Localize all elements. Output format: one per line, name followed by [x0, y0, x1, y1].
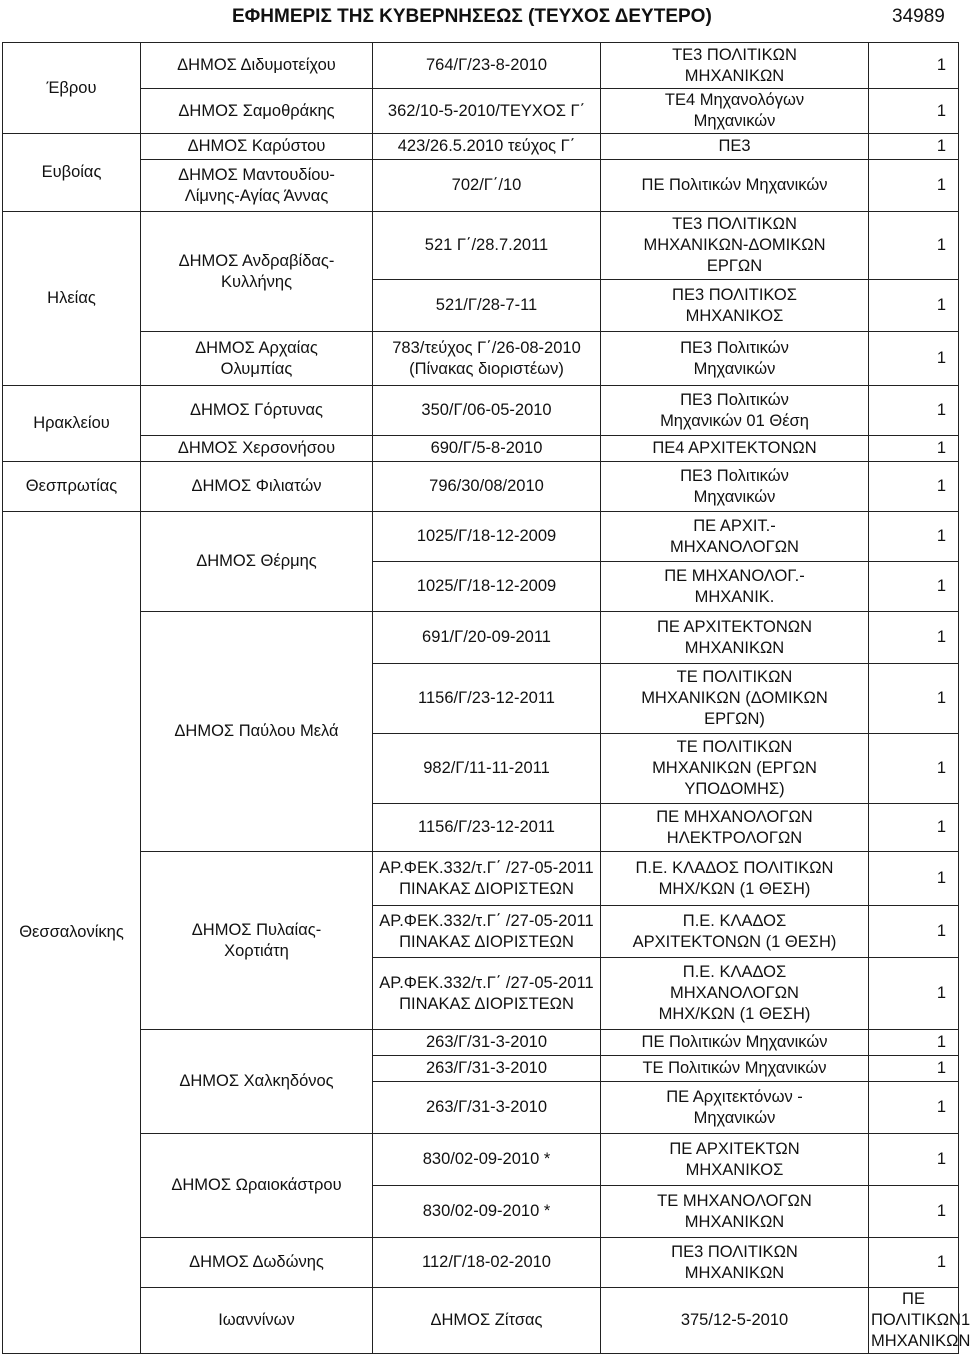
- specialty-cell: ΠΕ ΜΗΧΑΝΟΛΟΓ.- ΜΗΧΑΝΙΚ.: [601, 562, 869, 612]
- table-row: [3, 852, 959, 906]
- table-row: [3, 332, 959, 386]
- table-row: [3, 462, 959, 512]
- municipality-cell: ΔΗΜΟΣ Γόρτυνας: [141, 386, 373, 436]
- count-cell: 1: [869, 436, 959, 462]
- municipality-cell: ΔΗΜΟΣ Χερσονήσου: [141, 436, 373, 462]
- decision-cell: 690/Γ/5-8-2010: [373, 436, 601, 462]
- decision-cell: 764/Γ/23-8-2010: [373, 43, 601, 89]
- municipality-cell: ΔΗΜΟΣ Ωραιοκάστρου: [141, 1134, 373, 1238]
- table-row: [3, 512, 959, 562]
- table-row: [3, 1030, 959, 1056]
- decision-cell: 375/12-5-2010: [601, 1288, 869, 1354]
- specialty-cell: ΠΕ3 Πολιτικών Μηχανικών: [601, 462, 869, 512]
- decision-cell: 263/Γ/31-3-2010: [373, 1056, 601, 1082]
- decision-cell: 263/Γ/31-3-2010: [373, 1030, 601, 1056]
- specialty-cell: ΤΕ ΠΟΛΙΤΙΚΩΝ ΜΗΧΑΝΙΚΩΝ (ΕΡΓΩΝ ΥΠΟΔΟΜΗΣ): [601, 734, 869, 804]
- specialty-cell: ΠΕ4 ΑΡΧΙΤΕΚΤΟΝΩΝ: [601, 436, 869, 462]
- municipality-cell: ΔΗΜΟΣ Ζίτσας: [373, 1288, 601, 1354]
- decision-cell: 1025/Γ/18-12-2009: [373, 512, 601, 562]
- specialty-cell: ΤΕ Πολιτικών Μηχανικών: [601, 1056, 869, 1082]
- municipality-cell: ΔΗΜΟΣ Φιλιατών: [141, 462, 373, 512]
- specialty-cell: ΠΕ ΑΡΧΙΤ.- ΜΗΧΑΝΟΛΟΓΩΝ: [601, 512, 869, 562]
- table-row: [3, 89, 959, 134]
- decision-cell: 1156/Γ/23-12-2011: [373, 664, 601, 734]
- count-cell: 1: [869, 734, 959, 804]
- count-cell: 1: [869, 958, 959, 1030]
- count-cell: 1: [869, 1056, 959, 1082]
- decision-cell: 830/02-09-2010 *: [373, 1134, 601, 1186]
- specialty-cell: ΠΕ ΠΟΛΙΤΙΚΩΝ ΜΗΧΑΝΙΚΩΝ: [869, 1288, 959, 1354]
- table-row: Ιωαννίνων ΔΗΜΟΣ Ζίτσας 375/12-5-2010 ΠΕ ΠΟΛΙΤΙΚΩΝ ΜΗΧΑΝΙΚΩΝ 1: [3, 1288, 959, 1354]
- count-cell: 1: [869, 43, 959, 89]
- count-cell: 1: [869, 1030, 959, 1056]
- decision-cell: ΑΡ.ΦΕΚ.332/τ.Γ΄ /27-05-2011 ΠΙΝΑΚΑΣ ΔΙΟΡΙΣΤΕΩΝ: [373, 906, 601, 958]
- municipality-cell: ΔΗΜΟΣ Μαντουδίου- Λίμνης-Αγίας Άννας: [141, 160, 373, 212]
- region-cell: Θεσπρωτίας: [3, 462, 141, 512]
- municipality-cell: ΔΗΜΟΣ Αρχαίας Ολυμπίας: [141, 332, 373, 386]
- count-cell: 1: [869, 612, 959, 664]
- table-row: [3, 212, 959, 280]
- specialty-cell: ΤΕ3 ΠΟΛΙΤΙΚΩΝ ΜΗΧΑΝΙΚΩΝ-ΔΟΜΙΚΩΝ ΕΡΓΩΝ: [601, 212, 869, 280]
- count-cell: 1: [869, 89, 959, 134]
- specialty-cell: ΤΕ3 ΠΟΛΙΤΙΚΩΝ ΜΗΧΑΝΙΚΩΝ: [601, 43, 869, 89]
- municipality-cell: ΔΗΜΟΣ Χαλκηδόνος: [141, 1030, 373, 1134]
- decision-cell: 796/30/08/2010: [373, 462, 601, 512]
- decision-cell: 1025/Γ/18-12-2009: [373, 562, 601, 612]
- specialty-cell: Π.Ε. ΚΛΑΔΟΣ ΜΗΧΑΝΟΛΟΓΩΝ ΜΗΧ/ΚΩΝ (1 ΘΕΣΗ): [601, 958, 869, 1030]
- decision-cell: 362/10-5-2010/ΤΕΥΧΟΣ Γ΄: [373, 89, 601, 134]
- count-cell: 1: [869, 280, 959, 332]
- table-row: [3, 386, 959, 436]
- table-row: [3, 160, 959, 212]
- specialty-cell: ΠΕ Πολιτικών Μηχανικών: [601, 1030, 869, 1056]
- positions-table: [2, 42, 970, 1354]
- specialty-cell: ΠΕ ΑΡΧΙΤΕΚΤΟΝΩΝ ΜΗΧΑΝΙΚΩΝ: [601, 612, 869, 664]
- specialty-cell: ΤΕ ΠΟΛΙΤΙΚΩΝ ΜΗΧΑΝΙΚΩΝ (ΔΟΜΙΚΩΝ ΕΡΓΩΝ): [601, 664, 869, 734]
- page-header: [0, 0, 960, 34]
- decision-cell: 982/Γ/11-11-2011: [373, 734, 601, 804]
- specialty-cell: ΠΕ ΑΡΧΙΤΕΚΤΩΝ ΜΗΧΑΝΙΚΟΣ: [601, 1134, 869, 1186]
- header-title: ΕΦΗΜΕΡΙΣ ΤΗΣ ΚΥΒΕΡΝΗΣΕΩΣ (ΤΕΥΧΟΣ ΔΕΥΤΕΡΟ): [232, 6, 712, 27]
- specialty-cell: ΤΕ ΜΗΧΑΝΟΛΟΓΩΝ ΜΗΧΑΝΙΚΩΝ: [601, 1186, 869, 1238]
- count-cell: 1: [869, 664, 959, 734]
- table-row: [3, 1134, 959, 1186]
- table-row: [3, 436, 959, 462]
- count-cell: 1: [869, 332, 959, 386]
- municipality-cell: ΔΗΜΟΣ Καρύστου: [141, 134, 373, 160]
- municipality-cell: ΔΗΜΟΣ Δωδώνης: [141, 1238, 373, 1288]
- count-cell: 1: [869, 1186, 959, 1238]
- table-row: [3, 134, 959, 160]
- region-cell: Ιωαννίνων: [141, 1288, 373, 1354]
- region-cell: Έβρου: [3, 43, 141, 134]
- region-cell: Θεσσαλονίκης: [3, 512, 141, 1354]
- municipality-cell: ΔΗΜΟΣ Θέρμης: [141, 512, 373, 612]
- count-cell: 1: [869, 1134, 959, 1186]
- specialty-cell: Π.Ε. ΚΛΑΔΟΣ ΠΟΛΙΤΙΚΩΝ ΜΗΧ/ΚΩΝ (1 ΘΕΣΗ): [601, 852, 869, 906]
- municipality-cell: ΔΗΜΟΣ Πυλαίας- Χορτιάτη: [141, 852, 373, 1030]
- municipality-cell: ΔΗΜΟΣ Σαμοθράκης: [141, 89, 373, 134]
- decision-cell: 112/Γ/18-02-2010: [373, 1238, 601, 1288]
- region-cell: Ευβοίας: [3, 134, 141, 212]
- specialty-cell: ΠΕ Πολιτικών Μηχανικών: [601, 160, 869, 212]
- decision-cell: 691/Γ/20-09-2011: [373, 612, 601, 664]
- specialty-cell: ΠΕ3 Πολιτικών Μηχανικών 01 Θέση: [601, 386, 869, 436]
- count-cell: 1: [869, 562, 959, 612]
- count-cell: 1: [869, 906, 959, 958]
- decision-cell: 830/02-09-2010 *: [373, 1186, 601, 1238]
- table-row: [3, 1238, 959, 1288]
- region-cell: Ηρακλείου: [3, 386, 141, 462]
- specialty-cell: ΤΕ4 Μηχανολόγων Μηχανικών: [601, 89, 869, 134]
- count-cell: 1: [869, 134, 959, 160]
- decision-cell: 702/Γ΄/10: [373, 160, 601, 212]
- count-cell: 1: [869, 512, 959, 562]
- count-cell: 1: [869, 804, 959, 852]
- region-cell: Ηλείας: [3, 212, 141, 386]
- decision-cell: 521/Γ/28-7-11: [373, 280, 601, 332]
- specialty-cell: ΠΕ3 ΠΟΛΙΤΙΚΟΣ ΜΗΧΑΝΙΚΟΣ: [601, 280, 869, 332]
- decision-cell: 263/Γ/31-3-2010: [373, 1082, 601, 1134]
- decision-cell: ΑΡ.ΦΕΚ.332/τ.Γ΄ /27-05-2011 ΠΙΝΑΚΑΣ ΔΙΟΡΙΣΤΕΩΝ: [373, 958, 601, 1030]
- count-cell: 1: [869, 160, 959, 212]
- count-cell: 1: [869, 1082, 959, 1134]
- count-cell: 1: [869, 1238, 959, 1288]
- table-row: [3, 612, 959, 664]
- decision-cell: 521 Γ΄/28.7.2011: [373, 212, 601, 280]
- page-number: 34989: [892, 6, 945, 27]
- municipality-cell: ΔΗΜΟΣ Ανδραβίδας- Κυλλήνης: [141, 212, 373, 332]
- decision-cell: 783/τεύχος Γ΄/26-08-2010 (Πίνακας διοριστέων): [373, 332, 601, 386]
- decision-cell: 350/Γ/06-05-2010: [373, 386, 601, 436]
- specialty-cell: ΠΕ ΜΗΧΑΝΟΛΟΓΩΝ ΗΛΕΚΤΡΟΛΟΓΩΝ: [601, 804, 869, 852]
- municipality-cell: ΔΗΜΟΣ Παύλου Μελά: [141, 612, 373, 852]
- decision-cell: 423/26.5.2010 τεύχος Γ΄: [373, 134, 601, 160]
- specialty-cell: ΠΕ3 Πολιτικών Μηχανικών: [601, 332, 869, 386]
- specialty-cell: ΠΕ Αρχιτεκτόνων - Μηχανικών: [601, 1082, 869, 1134]
- count-cell: 1: [869, 386, 959, 436]
- specialty-cell: ΠΕ3 ΠΟΛΙΤΙΚΩΝ ΜΗΧΑΝΙΚΩΝ: [601, 1238, 869, 1288]
- specialty-cell: Π.Ε. ΚΛΑΔΟΣ ΑΡΧΙΤΕΚΤΟΝΩΝ (1 ΘΕΣΗ): [601, 906, 869, 958]
- count-cell: 1: [869, 852, 959, 906]
- municipality-cell: ΔΗΜΟΣ Διδυμοτείχου: [141, 43, 373, 89]
- count-cell: 1: [869, 462, 959, 512]
- table-row: [3, 43, 959, 89]
- specialty-cell: ΠΕ3: [601, 134, 869, 160]
- decision-cell: 1156/Γ/23-12-2011: [373, 804, 601, 852]
- decision-cell: ΑΡ.ΦΕΚ.332/τ.Γ΄ /27-05-2011 ΠΙΝΑΚΑΣ ΔΙΟΡΙΣΤΕΩΝ: [373, 852, 601, 906]
- count-cell: 1: [869, 212, 959, 280]
